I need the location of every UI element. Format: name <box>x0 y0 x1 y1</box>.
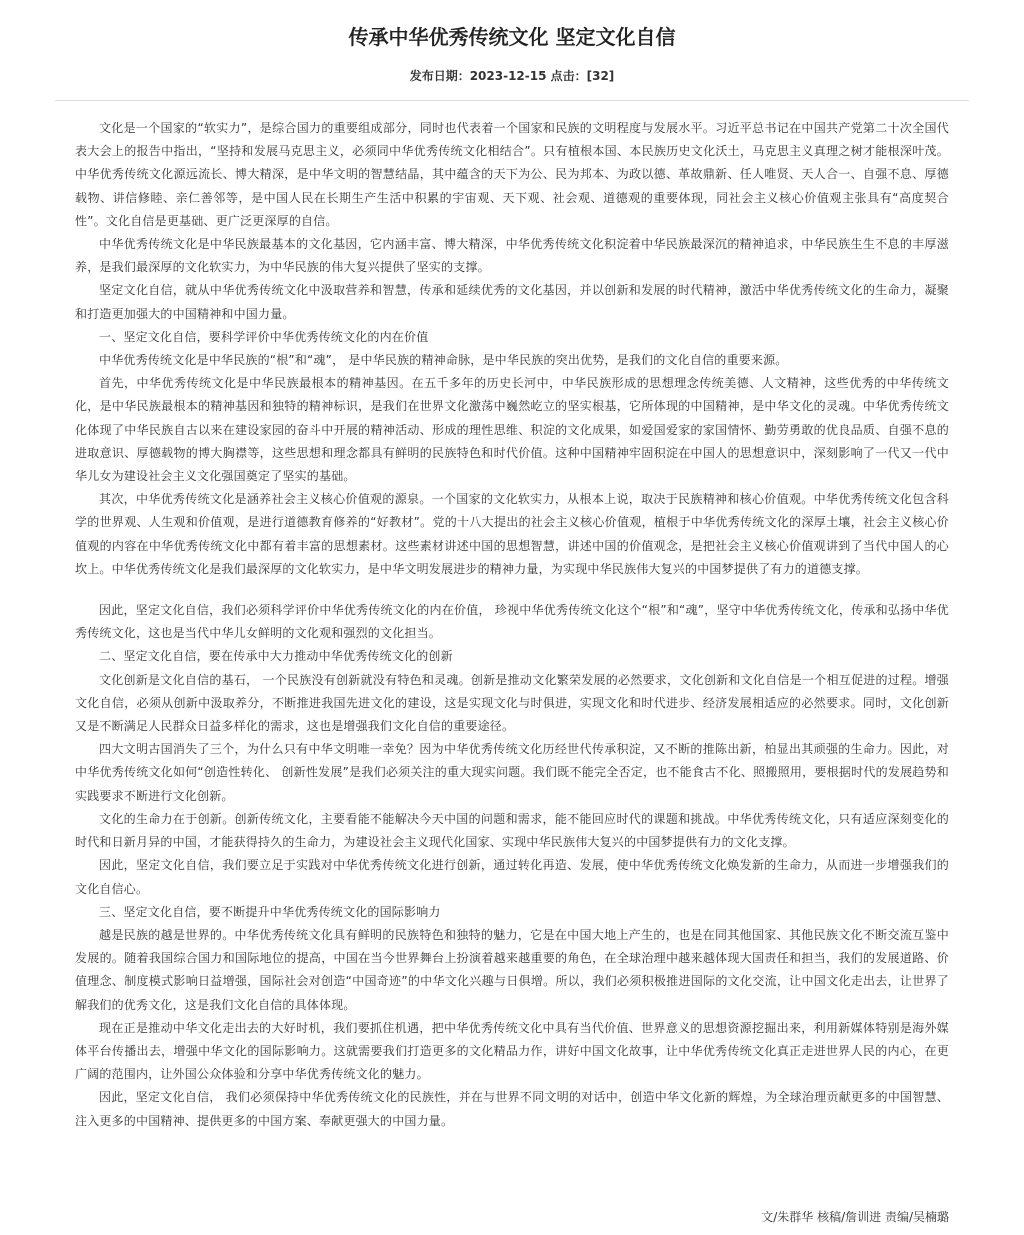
paragraph: 四大文明古国消失了三个，为什么只有中华文明唯一幸免？因为中华优秀传统文化历经世代传承积淀，又不断的推陈出新，柏显出其顽强的生命力。因此，对中华优秀传统文化如何“创造性转化、 创新性发展”是我们必须关注的重大现实问题。我们既不能完全否定，也不能食古不化、照搬照用，要根据时代的发展趋势和实践要求不断进行文化创新。 <box>75 742 949 803</box>
section-heading: 三、坚定文化自信，要不断提升中华优秀传统文化的国际影响力 <box>99 904 441 919</box>
paragraph: 文化的生命力在于创新。创新传统文化，主要看能不能解决今天中国的问题和需求，能不能回应时代的课题和挑战。中华优秀传统文化，只有适应深刻变化的时代和日新月异的中国，才能获得持久的生命力，为建设社会主义现代化国家、实现中华民族伟大复兴的中国梦提供有力的文化支撑。 <box>75 811 949 850</box>
article-body <box>75 117 949 1133</box>
section-heading: 二、坚定文化自信，要在传承中大力推动中华优秀传统文化的创新 <box>99 649 453 664</box>
paragraph: 因此，坚定文化自信， 我们必须保持中华优秀传统文化的民族性，并在与世界不同文明的对话中，创造中华文化新的辉煌，为全球治理贡献更多的中国智慧、注入更多的中国精神、提供更多的中国方案、奉献更强大的中国力量。 <box>75 1090 949 1128</box>
paragraph: 越是民族的越是世界的。中华优秀传统文化具有鲜明的民族特色和独特的魅力，它是在中国大地上产生的，也是在同其他国家、其他民族文化不断交流互鉴中发展的。随着我国综合国力和国际地位的提高，中国在当今世界舞台上扮演着越来越重要的角色，在全球治理中越来越体现大国责任和担当，我们的发展道路、价值理念、制度模式影响日益增强，国际社会对创造“中国奇迹”的中华文化兴趣与日俱增。所以，我们必须积极推进国际的文化交流，让中国文化走出去，让世界了解我们的优秀文化，这是我们文化自信的具体体现。 <box>75 927 949 1012</box>
section-heading: 一、坚定文化自信，要科学评价中华优秀传统文化的内在价值 <box>99 329 429 344</box>
paragraph: 因此，坚定文化自信，我们必须科学评价中华优秀传统文化的内在价值， 珍视中华优秀传统文化这个“根”和“魂”，坚守中华优秀传统文化，传承和弘扬中华优秀传统文化，这也是当代中华儿女鲜明的文化观和强烈的文化担当。 <box>75 603 949 641</box>
article-title: 传承中华优秀传统文化 坚定文化自信 <box>348 25 676 49</box>
paragraph: 因此，坚定文化自信，我们要立足于实践对中华优秀传统文化进行创新，通过转化再造、发展，使中华优秀传统文化焕发新的生命力，从而进一步增强我们的文化自信心。 <box>75 858 949 896</box>
article-meta: 发布日期：2023-12-15 点击：[32] <box>409 69 615 83</box>
blank-paragraph <box>75 581 949 599</box>
divider <box>55 100 969 101</box>
paragraph: 文化是一个国家的“软实力”，是综合国力的重要组成部分，同时也代表着一个国家和民族的文明程度与发展水平。习近平总书记在中国共产党第二十次全国代表大会上的报告中指出，“坚持和发展马克思主义，必须同中华优秀传统文化相结合”。只有植根本国、本民族历史文化沃土，马克思主义真理之树才能根深叶茂。中华优秀传统文化源远流长、博大精深，是中华文明的智慧结晶，其中蕴含的天下为公、民为邦本、为政以德、革故鼎新、任人唯贤、天人合一、自强不息、厚德载物、讲信修睦、亲仁善邻等，是中国人民在长期生产生活中积累的宇宙观、天下观、社会观、道德观的重要体现，同社会主义核心价值观主张具有“高度契合性”。文化自信是更基础、更广泛更深厚的自信。 <box>75 121 949 228</box>
paragraph: 中华优秀传统文化是中华民族最基本的文化基因，它内涵丰富、博大精深，中华优秀传统文化积淀着中华民族最深沉的精神追求，中华民族生生不息的丰厚滋养，是我们最深厚的文化软实力，为中华民族的伟大复兴提供了坚实的支撑。 <box>75 237 949 275</box>
paragraph: 坚定文化自信，就从中华优秀传统文化中汲取营养和智慧，传承和延续优秀的文化基因，并以创新和发展的时代精神，激活中华优秀传统文化的生命力，凝聚和打造更加强大的中国精神和中国力量。 <box>75 283 949 321</box>
paragraph: 首先，中华优秀传统文化是中华民族最根本的精神基因。在五千多年的历史长河中，中华民族形成的思想理念传统美德、人文精神，这些优秀的中华传统文化，是中华民族最根本的精神基因和独特的精神标识，是我们在世界文化激荡中巍然屹立的坚实根基，它所体现的中国精神，是中华文化的灵魂。中华优秀传统文化体现了中华民族自古以来在建设家园的奋斗中开展的精神活动、形成的理性思维、积淀的文化成果，如爱国爱家的家国情怀、勤劳勇敢的优良品质、自强不息的进取意识、厚德载物的博大胸襟等，这些思想和理念都具有鲜明的民族特色和时代价值。这种中国精神牢固积淀在中国人的思想意识中，深刻影响了一代又一代中华儿女为建设社会主义文化强国奠定了坚实的基础。 <box>75 376 949 484</box>
paragraph: 文化创新是文化自信的基石， 一个民族没有创新就没有特色和灵魂。创新是推动文化繁荣发展的必然要求，文化创新和文化自信是一个相互促进的过程。增强文化自信，必须从创新中汲取养分，不断推进我国先进文化的建设，这是实现文化与时俱进，实现文化和时代进步、经济发展相适应的必然要求。同时，文化创新又是不断满足人民群众日益多样化的需求，这也是增强我们文化自信的重要途径。 <box>75 672 949 734</box>
paragraph: 现在正是推动中华文化走出去的大好时机，我们要抓住机遇，把中华优秀传统文化中具有当代价值、世界意义的思想资源挖掘出来，利用新媒体特别是海外媒体平台传播出去，增强中华文化的国际影响力。这就需要我们打造更多的文化精品力作，讲好中国文化故事，让中华优秀传统文化真正走进世界人民的内心，在更广阔的范围内，让外国公众体验和分享中华优秀传统文化的魅力。 <box>75 1020 949 1082</box>
article-credit: 文/朱群华 核稿/詹训进 责编/吴楠璐 <box>761 1210 949 1224</box>
paragraph: 其次，中华优秀传统文化是涵养社会主义核心价值观的源泉。一个国家的文化软实力，从根本上说，取决于民族精神和核心价值观。中华优秀传统文化包含科学的世界观、人生观和价值观，是进行道德教育修养的“好教材”。党的十八大提出的社会主义核心价值观，植根于中华优秀传统文化的深厚土壤，社会主义核心价值观的内容在中华优秀传统文化中都有着丰富的思想素材。这些素材讲述中国的思想智慧，讲述中国的价值观念，是把社会主义核心价值观讲到了当代中国人的心坎上。中华优秀传统文化是我们最深厚的文化软实力，是中华文明发展进步的精神力量，为实现中华民族伟大复兴的中国梦提供了有力的道德支撑。 <box>75 492 949 576</box>
paragraph: 中华优秀传统文化是中华民族的“根”和“魂”， 是中华民族的精神命脉，是中华民族的突出优势，是我们的文化自信的重要来源。 <box>99 353 788 368</box>
